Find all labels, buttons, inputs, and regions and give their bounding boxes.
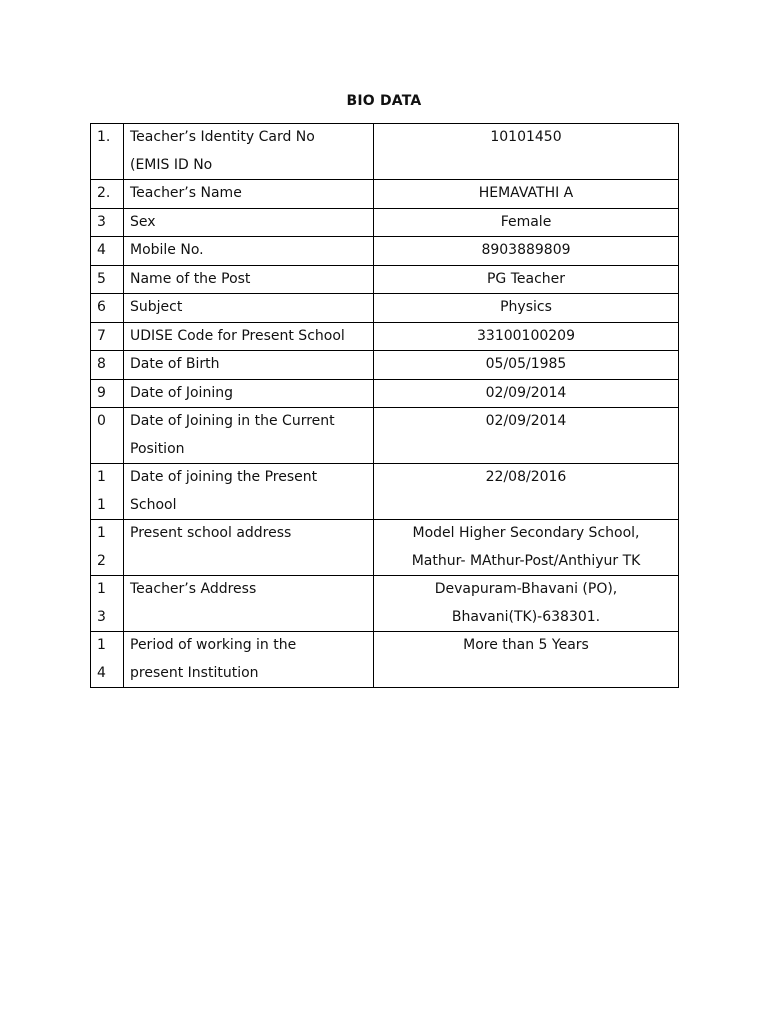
field-value: 8903889809	[374, 237, 679, 266]
row-number: 8	[91, 351, 124, 380]
row-number: 4	[91, 237, 124, 266]
field-value: Model Higher Secondary School, Mathur- MAthur-Post/Anthiyur TK	[374, 520, 679, 576]
page-title: BIO DATA	[346, 93, 422, 109]
field-value: 05/05/1985	[374, 351, 679, 380]
table-row	[91, 576, 679, 632]
field-value: More than 5 Years	[374, 632, 679, 688]
row-number: 0	[91, 408, 124, 464]
row-number: 3	[91, 208, 124, 237]
row-number: 1 1	[91, 464, 124, 520]
field-value: 02/09/2014	[374, 379, 679, 408]
table-row	[91, 379, 679, 408]
row-number: 1 4	[91, 632, 124, 688]
field-value: HEMAVATHI A	[374, 180, 679, 209]
field-label: Date of joining the Present School	[124, 464, 374, 520]
field-value: PG Teacher	[374, 265, 679, 294]
row-number: 1 2	[91, 520, 124, 576]
field-label: Teacher’s Name	[124, 180, 374, 209]
field-value: Devapuram-Bhavani (PO), Bhavani(TK)-638301.	[374, 576, 679, 632]
field-label: Sex	[124, 208, 374, 237]
row-number: 1 3	[91, 576, 124, 632]
row-number: 6	[91, 294, 124, 323]
table-row	[91, 351, 679, 380]
row-number: 2.	[91, 180, 124, 209]
table-row	[91, 124, 679, 180]
row-number: 7	[91, 322, 124, 351]
table-row	[91, 180, 679, 209]
field-label: Date of Joining in the Current Position	[124, 408, 374, 464]
field-label: Mobile No.	[124, 237, 374, 266]
field-label: UDISE Code for Present School	[124, 322, 374, 351]
row-number: 9	[91, 379, 124, 408]
table-row	[91, 237, 679, 266]
field-value: Female	[374, 208, 679, 237]
table-row	[91, 464, 679, 520]
field-label: Present school address	[124, 520, 374, 576]
table-row	[91, 265, 679, 294]
field-value: 33100100209	[374, 322, 679, 351]
table-row	[91, 520, 679, 576]
field-label: Teacher’s Identity Card No (EMIS ID No	[124, 124, 374, 180]
field-label: Teacher’s Address	[124, 576, 374, 632]
table-row	[91, 294, 679, 323]
field-value: Physics	[374, 294, 679, 323]
field-label: Date of Birth	[124, 351, 374, 380]
field-label: Name of the Post	[124, 265, 374, 294]
field-label: Date of Joining	[124, 379, 374, 408]
field-value: 02/09/2014	[374, 408, 679, 464]
row-number: 5	[91, 265, 124, 294]
field-label: Period of working in the present Institution	[124, 632, 374, 688]
table-row	[91, 322, 679, 351]
field-value: 22/08/2016	[374, 464, 679, 520]
bio-data-table	[90, 123, 679, 688]
table-row	[91, 208, 679, 237]
field-value: 10101450	[374, 124, 679, 180]
row-number: 1.	[91, 124, 124, 180]
field-label: Subject	[124, 294, 374, 323]
table-row	[91, 632, 679, 688]
table-row	[91, 408, 679, 464]
